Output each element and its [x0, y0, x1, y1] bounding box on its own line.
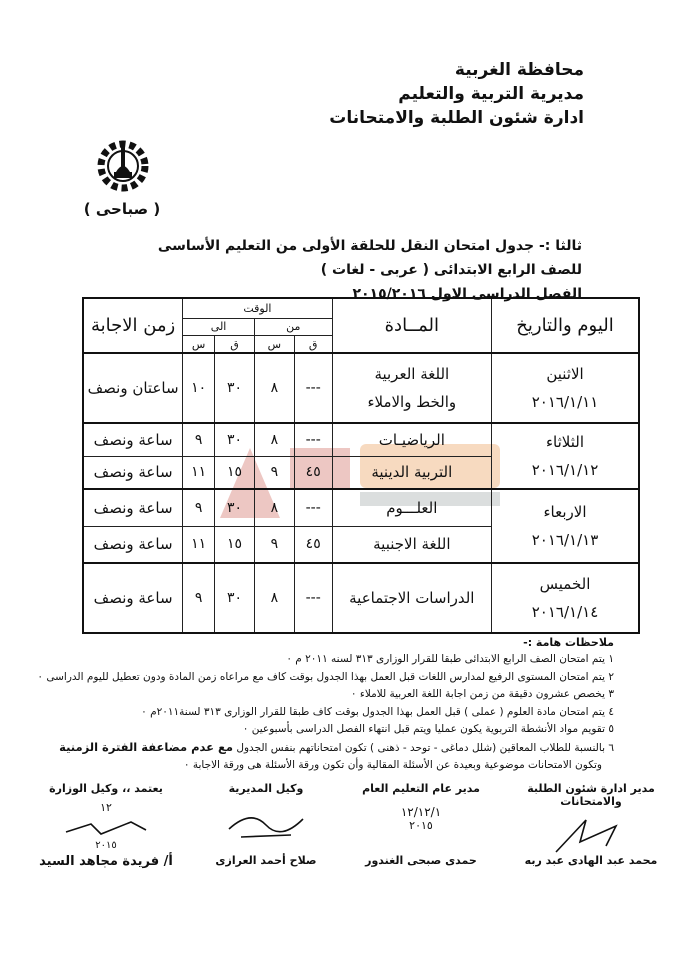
to-hours: ١١ [183, 456, 215, 489]
day-name: الخميس [539, 575, 591, 594]
note-text: يتم امتحان الصف الرابع الابتدائى طبقا للقرار الوزارى ٣١٣ لسنه ٢٠١١ م ٠ [286, 653, 606, 665]
signatory-name: أ/ فريدة مجاهد السيد [39, 854, 173, 869]
signature-deputy-directorate [206, 782, 326, 867]
day-date-cell [492, 489, 639, 563]
note-item [54, 651, 614, 669]
from-hours: ٨ [254, 353, 294, 423]
schedule-term-title: الفصل الدراسى الاول ٢٠١٥/٢٠١٦ [352, 286, 582, 302]
exam-date: ٢٠١٦/١/١٤ [531, 603, 599, 622]
schedule-main-title: ثالثا :- جدول امتحان النقل للحلقة الأولى من التعليم الأساسى [157, 238, 582, 254]
handwritten-signature [546, 812, 636, 858]
from-hours: ٩ [254, 456, 294, 489]
notes-title: ملاحظات هامة :- [523, 636, 614, 649]
day-name: الاثنين [546, 365, 584, 384]
signature-title: مدير ادارة شئون الطلبة والامتحانات [527, 782, 655, 808]
note-item [54, 721, 614, 739]
signature-deputy-ministry [36, 782, 176, 869]
table-row [83, 563, 639, 633]
header-to-minutes: ق [215, 336, 255, 354]
subject-name: العلـــوم [332, 489, 491, 526]
logo-label: ( صباحى ) [83, 200, 161, 218]
table-row [83, 489, 639, 526]
note-item [54, 704, 614, 722]
note-number: ٣ [608, 688, 614, 700]
to-hours: ٩ [183, 563, 215, 633]
gear-mosque-icon [96, 132, 150, 198]
to-minutes: ٣٠ [215, 563, 255, 633]
header-to-hours: س [183, 336, 215, 354]
header-time: الوقت [183, 298, 332, 318]
note-item [37, 669, 614, 687]
subject-name: اللغة العربية [374, 365, 450, 384]
to-hours: ٩ [183, 489, 215, 526]
subject-name: الدراسات الاجتماعية [332, 563, 491, 633]
handwritten-year: ٢٠١٥ [409, 819, 433, 832]
from-minutes: --- [294, 563, 332, 633]
header-from: من [254, 318, 332, 335]
signatures-block [36, 782, 666, 912]
header-day-date: اليوم والتاريخ [492, 298, 639, 353]
note-number: ٢ [608, 670, 614, 683]
note-text: وتكون الامتحانات موضوعية وبعيدة عن الأسئلة المقالية وأن تكون ورقة الأسئلة هى ورقة الاجابة ٠ [183, 759, 602, 771]
note-text: بالنسبة للطلاب المعاقين (شلل دماغى - توحد - ذهنى ) تكون امتحاناتهم بنفس الجدول [236, 741, 606, 754]
signature-title: وكيل المديرية [228, 782, 304, 795]
from-hours: ٨ [254, 423, 294, 456]
note-number: ٤ [608, 705, 614, 718]
department-line: ادارة شئون الطلبة والامتحانات [329, 108, 584, 128]
subject-name-line2: والخط والاملاء [367, 393, 457, 412]
day-date-cell [492, 353, 639, 423]
header-from-hours: س [254, 336, 294, 354]
header-from-minutes: ق [294, 336, 332, 354]
signatory-name: حمدى صبحى الغندور [365, 854, 477, 867]
duration-cell: ساعة ونصف [83, 423, 183, 456]
exam-schedule-table [82, 297, 640, 634]
note-item [54, 739, 614, 758]
exam-date: ٢٠١٦/١/١٢ [531, 461, 599, 480]
exam-schedule [82, 297, 640, 634]
schedule-grade-title: للصف الرابع الابتدائى ( عربى - لغات ) [320, 262, 582, 278]
subject-cell [332, 353, 491, 423]
exam-date: ٢٠١٦/١/١١ [531, 393, 599, 412]
note-number: ٥ [608, 723, 614, 735]
header-duration: زمن الاجابة [83, 298, 183, 353]
table-row [83, 423, 639, 456]
header-to: الى [183, 318, 255, 335]
from-hours: ٩ [254, 526, 294, 563]
to-minutes: ١٥ [215, 456, 255, 489]
to-minutes: ٣٠ [215, 489, 255, 526]
from-hours: ٨ [254, 489, 294, 526]
day-name: الاربعاء [543, 503, 587, 522]
to-minutes: ٣٠ [215, 353, 255, 423]
subject-name: التربية الدينية [332, 456, 491, 489]
signatory-name: صلاح أحمد العرازى [215, 854, 317, 867]
day-name: الثلاثاء [546, 433, 585, 452]
from-minutes: --- [294, 353, 332, 423]
directorate-header [329, 58, 584, 130]
to-hours: ١١ [183, 526, 215, 563]
day-date-cell [492, 563, 639, 633]
to-minutes: ١٥ [215, 526, 255, 563]
handwritten-signature [221, 799, 311, 845]
from-minutes: ٤٥ [294, 526, 332, 563]
note-text: يتم امتحان المستوى الرفيع لمدارس اللغات قبل العمل بهذا الجدول بوقت كاف مع مراعاه زمن المادة ودون تعطيل لليوم الدراسى ٠ [37, 670, 606, 683]
duration-cell: ساعتان ونصف [83, 353, 183, 423]
handwritten-signature [61, 818, 151, 840]
directorate-line: مديرية التربية والتعليم [398, 84, 584, 104]
signature-title: يعتمد ،، وكيل الوزارة [49, 782, 163, 795]
signatory-name: محمد عبد الهادى عبد ربه [524, 854, 658, 867]
from-minutes: --- [294, 489, 332, 526]
note-item [54, 757, 614, 775]
exam-date: ٢٠١٦/١/١٣ [531, 531, 599, 550]
duration-cell: ساعة ونصف [83, 456, 183, 489]
handwritten-date: ١٢/١٢/١ [400, 805, 442, 819]
note-number: ٦ [608, 741, 614, 754]
note-number: ١ [608, 653, 614, 665]
to-minutes: ٣٠ [215, 423, 255, 456]
handwritten-year: ٢٠١٥ [95, 840, 117, 851]
note-text: يتم امتحان مادة العلوم ( عملى ) قبل العمل بهذا الجدول بوقت كاف طبقا للقرار الوزارى ٣١٣ لسنة٢٠١١م ٠ [141, 705, 606, 718]
important-notes [37, 636, 614, 775]
governorate-line: محافظة الغربية [454, 60, 584, 80]
note-emphasis: مع عدم مضاعفة الفترة الزمنية [59, 739, 234, 754]
handwritten-day: ١٢ [100, 801, 112, 814]
table-row [83, 353, 639, 423]
day-date-cell [492, 423, 639, 489]
signature-general-education [356, 782, 486, 867]
header-subject: المــادة [332, 298, 491, 353]
subject-name: الرياضيـات [332, 423, 491, 456]
from-minutes: ٤٥ [294, 456, 332, 489]
from-minutes: --- [294, 423, 332, 456]
note-item [54, 686, 614, 704]
note-text: يخصص عشرون دقيقة من زمن اجابة اللغة العربية للاملاء ٠ [350, 688, 606, 700]
to-hours: ١٠ [183, 353, 215, 423]
duration-cell: ساعة ونصف [83, 526, 183, 563]
note-text: تقويم مواد الأنشطة التربوية يكون عمليا ويتم قبل انتهاء الفصل الدراسى بأسبوعين ٠ [242, 723, 606, 735]
to-hours: ٩ [183, 423, 215, 456]
duration-cell: ساعة ونصف [83, 489, 183, 526]
signature-students-affairs [516, 782, 666, 867]
schedule-titles [158, 234, 582, 306]
duration-cell: ساعة ونصف [83, 563, 183, 633]
signature-title: مدير عام التعليم العام [362, 782, 480, 795]
from-hours: ٨ [254, 563, 294, 633]
subject-name: اللغة الاجنبية [332, 526, 491, 563]
